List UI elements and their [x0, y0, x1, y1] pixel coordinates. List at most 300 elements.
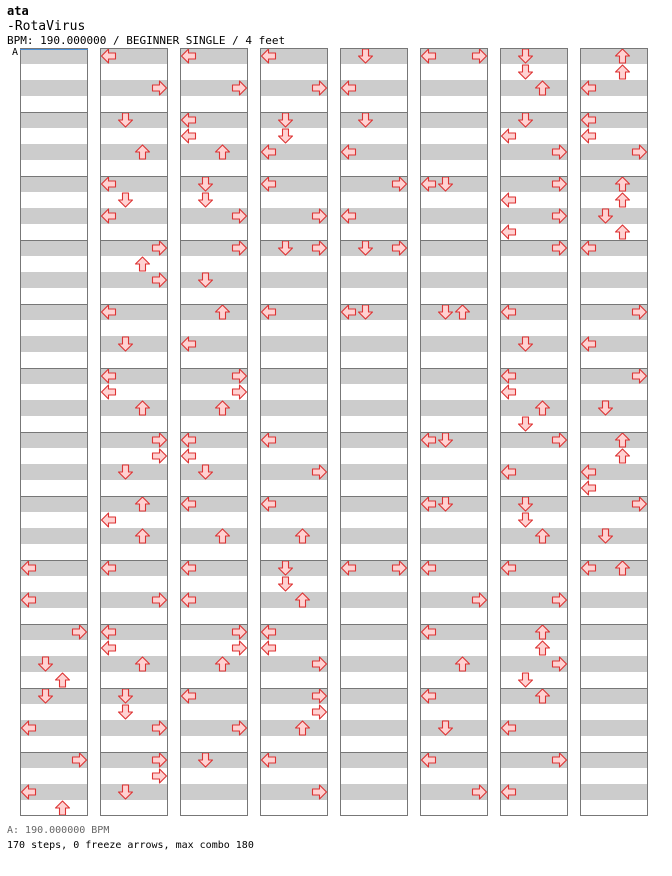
- beat-band: [100, 576, 168, 592]
- beat-band: [340, 272, 408, 288]
- measure: [100, 304, 168, 368]
- measure: [100, 560, 168, 624]
- beat-band: [100, 656, 168, 672]
- beat-band: [260, 560, 328, 576]
- beat-band: [500, 624, 568, 640]
- beat-band: [500, 320, 568, 336]
- beat-band: [340, 384, 408, 400]
- beat-band: [180, 736, 248, 752]
- beat-band: [20, 640, 88, 656]
- beat-band: [180, 352, 248, 368]
- measure: [580, 176, 648, 240]
- beat-band: [420, 640, 488, 656]
- beat-band: [20, 336, 88, 352]
- beat-band: [500, 272, 568, 288]
- beat-band: [580, 400, 648, 416]
- beat-band: [420, 336, 488, 352]
- beat-band: [260, 352, 328, 368]
- beat-band: [420, 192, 488, 208]
- measure: [180, 48, 248, 112]
- beat-band: [420, 320, 488, 336]
- beat-band: [20, 384, 88, 400]
- beat-band: [180, 192, 248, 208]
- beat-band: [260, 576, 328, 592]
- beat-band: [100, 464, 168, 480]
- beat-band: [260, 736, 328, 752]
- beat-band: [420, 416, 488, 432]
- chart-column: [580, 48, 648, 816]
- beat-band: [420, 256, 488, 272]
- beat-band: [340, 496, 408, 512]
- beat-band: [180, 784, 248, 800]
- beat-band: [420, 480, 488, 496]
- beat-band: [580, 208, 648, 224]
- beat-band: [580, 288, 648, 304]
- beat-band: [260, 608, 328, 624]
- beat-band: [580, 704, 648, 720]
- beat-band: [500, 576, 568, 592]
- beat-band: [100, 704, 168, 720]
- beat-band: [100, 256, 168, 272]
- bpm-marker-label: A: [12, 47, 19, 58]
- beat-band: [420, 160, 488, 176]
- beat-band: [100, 160, 168, 176]
- beat-band: [580, 800, 648, 816]
- beat-band: [180, 544, 248, 560]
- measure: [500, 560, 568, 624]
- beat-band: [260, 384, 328, 400]
- measure: [340, 432, 408, 496]
- beat-band: [420, 304, 488, 320]
- beat-band: [500, 352, 568, 368]
- beat-band: [180, 320, 248, 336]
- beat-band: [260, 368, 328, 384]
- beat-band: [420, 240, 488, 256]
- measure: [500, 432, 568, 496]
- beat-band: [20, 480, 88, 496]
- beat-band: [260, 528, 328, 544]
- bpm-summary: A: 190.000000 BPM: [7, 825, 110, 836]
- measure: [500, 112, 568, 176]
- chart-column: [100, 48, 168, 816]
- beat-band: [340, 592, 408, 608]
- beat-band: [20, 672, 88, 688]
- beat-band: [260, 544, 328, 560]
- measure: [100, 624, 168, 688]
- beat-band: [420, 736, 488, 752]
- beat-band: [180, 512, 248, 528]
- beat-band: [500, 704, 568, 720]
- beat-band: [340, 752, 408, 768]
- beat-band: [580, 576, 648, 592]
- measure: [500, 48, 568, 112]
- chart-column: [20, 48, 88, 816]
- beat-band: [580, 96, 648, 112]
- beat-band: [340, 288, 408, 304]
- beat-band: [420, 704, 488, 720]
- beat-band: [340, 96, 408, 112]
- measure: [180, 368, 248, 432]
- beat-band: [260, 160, 328, 176]
- beat-band: [20, 704, 88, 720]
- beat-band: [260, 720, 328, 736]
- beat-band: [180, 464, 248, 480]
- beat-band: [340, 672, 408, 688]
- beat-band: [500, 96, 568, 112]
- beat-band: [20, 448, 88, 464]
- beat-band: [100, 416, 168, 432]
- measure: [20, 112, 88, 176]
- beat-band: [260, 256, 328, 272]
- beat-band: [20, 288, 88, 304]
- beat-band: [580, 592, 648, 608]
- beat-band: [20, 304, 88, 320]
- beat-band: [500, 768, 568, 784]
- measure: [260, 752, 328, 816]
- measure: [260, 560, 328, 624]
- measure: [500, 752, 568, 816]
- beat-band: [100, 608, 168, 624]
- beat-band: [20, 256, 88, 272]
- beat-band: [340, 640, 408, 656]
- measure: [260, 624, 328, 688]
- chart-info: BPM: 190.000000 / BEGINNER SINGLE / 4 feet: [7, 34, 286, 47]
- beat-band: [340, 448, 408, 464]
- beat-band: [340, 48, 408, 64]
- beat-band: [340, 768, 408, 784]
- measure: [340, 496, 408, 560]
- measure: [340, 752, 408, 816]
- beat-band: [580, 752, 648, 768]
- measure: [500, 368, 568, 432]
- beat-band: [180, 224, 248, 240]
- measure: [420, 432, 488, 496]
- beat-band: [420, 448, 488, 464]
- beat-band: [500, 400, 568, 416]
- beat-band: [260, 768, 328, 784]
- beat-band: [580, 448, 648, 464]
- beat-band: [340, 704, 408, 720]
- beat-band: [260, 512, 328, 528]
- beat-band: [420, 288, 488, 304]
- beat-band: [180, 608, 248, 624]
- beat-band: [100, 128, 168, 144]
- beat-band: [20, 800, 88, 816]
- beat-band: [500, 672, 568, 688]
- beat-band: [420, 608, 488, 624]
- beat-band: [420, 720, 488, 736]
- measure: [340, 112, 408, 176]
- beat-band: [260, 320, 328, 336]
- beat-band: [420, 512, 488, 528]
- measure: [420, 304, 488, 368]
- beat-band: [340, 416, 408, 432]
- beat-band: [580, 768, 648, 784]
- beat-band: [20, 160, 88, 176]
- beat-band: [580, 640, 648, 656]
- bpm-marker-line: [20, 49, 88, 50]
- measure: [20, 240, 88, 304]
- beat-band: [340, 464, 408, 480]
- beat-band: [340, 432, 408, 448]
- beat-band: [180, 480, 248, 496]
- measure: [420, 240, 488, 304]
- beat-band: [580, 320, 648, 336]
- beat-band: [340, 736, 408, 752]
- beat-band: [420, 656, 488, 672]
- beat-band: [260, 224, 328, 240]
- measure: [580, 496, 648, 560]
- beat-band: [20, 768, 88, 784]
- beat-band: [580, 384, 648, 400]
- beat-band: [500, 544, 568, 560]
- beat-band: [20, 736, 88, 752]
- measure: [340, 240, 408, 304]
- beat-band: [420, 208, 488, 224]
- beat-band: [580, 528, 648, 544]
- measure: [260, 176, 328, 240]
- measure: [20, 304, 88, 368]
- measure: [180, 112, 248, 176]
- measure: [500, 176, 568, 240]
- beat-band: [420, 272, 488, 288]
- measure: [100, 688, 168, 752]
- beat-band: [20, 112, 88, 128]
- measure: [340, 624, 408, 688]
- beat-band: [20, 688, 88, 704]
- beat-band: [100, 784, 168, 800]
- beat-band: [420, 128, 488, 144]
- measure: [580, 240, 648, 304]
- beat-band: [500, 416, 568, 432]
- measure: [260, 48, 328, 112]
- beat-band: [100, 288, 168, 304]
- beat-band: [340, 320, 408, 336]
- beat-band: [180, 768, 248, 784]
- beat-band: [500, 800, 568, 816]
- beat-band: [500, 608, 568, 624]
- beat-band: [20, 144, 88, 160]
- beat-band: [20, 320, 88, 336]
- beat-band: [420, 528, 488, 544]
- beat-band: [260, 128, 328, 144]
- measure: [100, 432, 168, 496]
- beat-band: [340, 656, 408, 672]
- beat-band: [260, 400, 328, 416]
- beat-band: [580, 224, 648, 240]
- measure: [580, 304, 648, 368]
- measure: [100, 48, 168, 112]
- chart-column: [180, 48, 248, 816]
- measure: [100, 176, 168, 240]
- beat-band: [20, 512, 88, 528]
- measure: [100, 752, 168, 816]
- measure: [20, 432, 88, 496]
- beat-band: [420, 400, 488, 416]
- beat-band: [340, 352, 408, 368]
- beat-band: [20, 96, 88, 112]
- beat-band: [420, 112, 488, 128]
- beat-band: [420, 64, 488, 80]
- beat-band: [20, 48, 88, 64]
- beat-band: [500, 336, 568, 352]
- beat-band: [180, 272, 248, 288]
- beat-band: [180, 256, 248, 272]
- measure: [340, 48, 408, 112]
- measure: [500, 304, 568, 368]
- beat-band: [180, 176, 248, 192]
- beat-band: [340, 544, 408, 560]
- beat-band: [580, 688, 648, 704]
- measure: [340, 368, 408, 432]
- beat-band: [20, 208, 88, 224]
- beat-band: [340, 624, 408, 640]
- beat-band: [20, 496, 88, 512]
- beat-band: [260, 592, 328, 608]
- measure: [100, 112, 168, 176]
- beat-band: [100, 192, 168, 208]
- beat-band: [580, 416, 648, 432]
- beat-band: [340, 256, 408, 272]
- beat-band: [260, 480, 328, 496]
- beat-band: [500, 640, 568, 656]
- beat-band: [340, 576, 408, 592]
- beat-band: [100, 800, 168, 816]
- beat-band: [180, 304, 248, 320]
- beat-band: [340, 192, 408, 208]
- measure: [20, 624, 88, 688]
- beat-band: [20, 368, 88, 384]
- beat-band: [340, 800, 408, 816]
- beat-band: [260, 336, 328, 352]
- beat-band: [100, 144, 168, 160]
- measure: [500, 496, 568, 560]
- beat-band: [420, 384, 488, 400]
- beat-band: [340, 336, 408, 352]
- measure: [260, 496, 328, 560]
- chart-column: [420, 48, 488, 816]
- measure: [340, 688, 408, 752]
- beat-band: [500, 256, 568, 272]
- beat-band: [100, 112, 168, 128]
- beat-band: [260, 272, 328, 288]
- beat-band: [340, 160, 408, 176]
- measure: [180, 240, 248, 304]
- song-artist: -RotaVirus: [7, 19, 86, 34]
- measure: [260, 432, 328, 496]
- beat-band: [580, 272, 648, 288]
- measure: [580, 48, 648, 112]
- measure: [420, 496, 488, 560]
- beat-band: [580, 176, 648, 192]
- measure: [580, 432, 648, 496]
- beat-band: [580, 192, 648, 208]
- beat-band: [340, 112, 408, 128]
- beat-band: [20, 80, 88, 96]
- song-title: ata: [7, 4, 29, 18]
- measure: [20, 752, 88, 816]
- beat-band: [500, 496, 568, 512]
- measure: [100, 496, 168, 560]
- beat-band: [420, 464, 488, 480]
- measure: [180, 624, 248, 688]
- beat-band: [340, 608, 408, 624]
- beat-band: [180, 672, 248, 688]
- beat-band: [580, 160, 648, 176]
- beat-band: [340, 528, 408, 544]
- measure: [20, 688, 88, 752]
- beat-band: [20, 464, 88, 480]
- measure: [420, 688, 488, 752]
- measure: [420, 176, 488, 240]
- measure: [420, 112, 488, 176]
- beat-band: [340, 512, 408, 528]
- beat-band: [180, 528, 248, 544]
- beat-band: [420, 144, 488, 160]
- beat-band: [180, 656, 248, 672]
- beat-band: [180, 416, 248, 432]
- beat-band: [420, 96, 488, 112]
- beat-band: [20, 128, 88, 144]
- beat-band: [500, 448, 568, 464]
- measure: [260, 688, 328, 752]
- chart-column: [500, 48, 568, 816]
- beat-band: [180, 752, 248, 768]
- measure: [340, 176, 408, 240]
- beat-band: [340, 400, 408, 416]
- measure: [180, 496, 248, 560]
- beat-band: [340, 224, 408, 240]
- beat-band: [500, 512, 568, 528]
- beat-band: [20, 528, 88, 544]
- beat-band: [20, 272, 88, 288]
- beat-band: [20, 176, 88, 192]
- beat-band: [340, 480, 408, 496]
- measure: [580, 624, 648, 688]
- measure: [260, 240, 328, 304]
- beat-band: [20, 352, 88, 368]
- beat-band: [580, 672, 648, 688]
- beat-band: [180, 96, 248, 112]
- measure: [180, 304, 248, 368]
- beat-band: [180, 288, 248, 304]
- chart-column: [260, 48, 328, 816]
- beat-band: [20, 416, 88, 432]
- beat-band: [100, 480, 168, 496]
- beat-band: [420, 368, 488, 384]
- beat-band: [100, 96, 168, 112]
- beat-band: [180, 64, 248, 80]
- beat-band: [180, 800, 248, 816]
- measure: [180, 688, 248, 752]
- beat-band: [580, 656, 648, 672]
- beat-band: [420, 544, 488, 560]
- beat-band: [420, 352, 488, 368]
- beat-band: [500, 688, 568, 704]
- measure: [20, 560, 88, 624]
- measure: [580, 560, 648, 624]
- beat-band: [580, 624, 648, 640]
- beat-band: [500, 64, 568, 80]
- beat-band: [340, 368, 408, 384]
- measure: [500, 688, 568, 752]
- beat-band: [180, 160, 248, 176]
- measure: [420, 752, 488, 816]
- beat-band: [260, 192, 328, 208]
- beat-band: [20, 656, 88, 672]
- beat-band: [180, 400, 248, 416]
- beat-band: [260, 800, 328, 816]
